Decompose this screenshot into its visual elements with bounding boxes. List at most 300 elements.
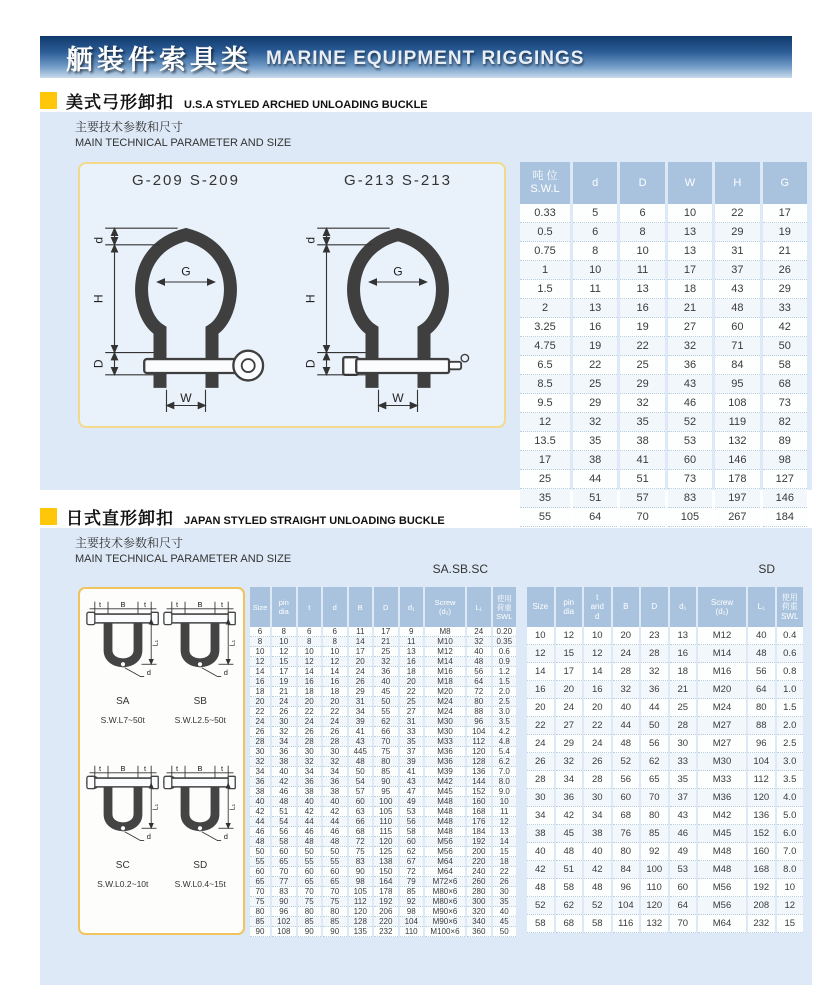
- table-cell: 13: [493, 827, 517, 837]
- table-cell: 192: [374, 897, 398, 907]
- dim-label-t: t: [176, 764, 179, 773]
- dim-label-d: d: [91, 236, 106, 244]
- section1-title-en: U.S.A STYLED ARCHED UNLOADING BUCKLE: [184, 99, 428, 111]
- table-cell: 32: [374, 657, 398, 667]
- table-cell: 32: [668, 337, 712, 356]
- banner-title-en: MARINE EQUIPMENT RIGGINGS: [266, 48, 585, 69]
- u-shackle-figure-sd: [162, 763, 240, 927]
- table-cell: M42: [698, 807, 746, 825]
- table-row: [250, 737, 516, 747]
- table-cell: 28: [613, 663, 640, 681]
- table-cell: 65: [250, 877, 270, 887]
- column-header: pin dia: [556, 587, 583, 627]
- table-cell: 1: [520, 261, 570, 280]
- table-cell: 136: [467, 767, 491, 777]
- table-cell: 3.25: [520, 318, 570, 337]
- table-row: [250, 867, 516, 877]
- table-cell: 53: [400, 807, 424, 817]
- dim-label-B: B: [120, 764, 126, 773]
- table-cell: 55: [298, 857, 322, 867]
- table-cell: 13: [668, 223, 712, 242]
- table-cell: 60: [250, 867, 270, 877]
- table-cell: 70: [374, 737, 398, 747]
- table-cell: 29: [573, 394, 617, 413]
- table-cell: 35: [573, 432, 617, 451]
- table-cell: 19: [620, 318, 664, 337]
- dim-label-L1: L₁: [227, 803, 237, 811]
- column-header: d₁: [400, 587, 424, 627]
- table-cell: 27: [556, 717, 583, 735]
- table-cell: 3.0: [493, 707, 517, 717]
- table-cell: 2: [520, 299, 570, 318]
- table-cell: 90: [272, 897, 296, 907]
- table-cell: 41: [400, 767, 424, 777]
- table-cell: 15: [272, 657, 296, 667]
- table-cell: 24: [250, 717, 270, 727]
- table-row: [520, 280, 807, 299]
- section2-title-en: JAPAN STYLED STRAIGHT UNLOADING BUCKLE: [184, 515, 445, 527]
- column-header: Screw (d₂): [698, 587, 746, 627]
- table-cell: 6: [323, 627, 347, 637]
- table-cell: 125: [374, 847, 398, 857]
- table-row: [250, 907, 516, 917]
- table-row: [527, 771, 803, 789]
- table-cell: 127: [763, 470, 807, 489]
- table-cell: 28: [323, 737, 347, 747]
- table-cell: 3.0: [777, 753, 804, 771]
- table-cell: 26: [493, 877, 517, 887]
- bow-shackle-diagram-box: [78, 162, 506, 428]
- table-cell: 80: [613, 843, 640, 861]
- table-cell: 75: [374, 747, 398, 757]
- table-cell: 41: [349, 727, 373, 737]
- column-header: D: [374, 587, 398, 627]
- table-row: [250, 797, 516, 807]
- table-cell: 34: [527, 807, 554, 825]
- table-cell: 320: [467, 907, 491, 917]
- table-cell: 192: [467, 837, 491, 847]
- table-cell: 85: [250, 917, 270, 927]
- table-cell: 280: [467, 887, 491, 897]
- section2-heading: [40, 504, 445, 529]
- table-cell: 83: [349, 857, 373, 867]
- table-cell: 63: [349, 807, 373, 817]
- table-cell: 12: [298, 657, 322, 667]
- table-cell: 2.0: [493, 687, 517, 697]
- table-cell: 18: [400, 667, 424, 677]
- figure-swl-range: S.W.L0.4~15t: [174, 879, 226, 889]
- table-cell: 48: [467, 657, 491, 667]
- table-cell: M64: [425, 867, 465, 877]
- table-cell: 21: [668, 299, 712, 318]
- table-cell: 110: [400, 927, 424, 937]
- table-cell: 104: [467, 727, 491, 737]
- table-cell: 70: [670, 915, 697, 933]
- table-cell: 48: [715, 299, 759, 318]
- table-cell: 13: [668, 242, 712, 261]
- table-cell: 60: [272, 847, 296, 857]
- table-cell: 96: [272, 907, 296, 917]
- table-cell: 76: [613, 825, 640, 843]
- table-cell: 83: [272, 887, 296, 897]
- column-header: W: [668, 162, 712, 204]
- column-header: Size: [250, 587, 270, 627]
- table-cell: 80: [641, 807, 668, 825]
- table-cell: 55: [323, 857, 347, 867]
- table-cell: 18: [668, 280, 712, 299]
- table-cell: 108: [272, 927, 296, 937]
- table-cell: 18: [493, 857, 517, 867]
- yellow-square-icon: [40, 92, 57, 109]
- table-cell: 12: [520, 413, 570, 432]
- table-cell: 36: [374, 667, 398, 677]
- table-cell: 68: [556, 915, 583, 933]
- table-cell: 96: [467, 717, 491, 727]
- table-row: [250, 747, 516, 757]
- dim-label-B: B: [197, 764, 203, 773]
- table-cell: 32: [556, 753, 583, 771]
- table-cell: 32: [272, 727, 296, 737]
- table-cell: 14: [298, 667, 322, 677]
- table-cell: 80: [298, 907, 322, 917]
- table-cell: 22: [298, 707, 322, 717]
- table-cell: 40: [613, 699, 640, 717]
- table-cell: 43: [668, 375, 712, 394]
- table-row: [250, 847, 516, 857]
- u-shackle-drawing: [86, 599, 160, 694]
- table-cell: 108: [715, 394, 759, 413]
- japan-shackle-sasbsc-table: [248, 587, 518, 937]
- table-cell: 60: [670, 879, 697, 897]
- table-cell: 84: [613, 861, 640, 879]
- bow-shackle-figure-right: [300, 172, 496, 426]
- table-cell: M14: [698, 645, 746, 663]
- u-shackle-svg: [86, 763, 160, 853]
- table-cell: 32: [467, 637, 491, 647]
- table-cell: 60: [400, 837, 424, 847]
- table-cell: 21: [670, 681, 697, 699]
- table-cell: 44: [641, 699, 668, 717]
- table-cell: 26: [250, 727, 270, 737]
- table-cell: 1.5: [777, 699, 804, 717]
- table-cell: 22: [250, 707, 270, 717]
- table-cell: 10: [272, 637, 296, 647]
- table-cell: 44: [613, 717, 640, 735]
- table-cell: 64: [748, 681, 775, 699]
- table-cell: 41: [620, 451, 664, 470]
- table-cell: 200: [467, 847, 491, 857]
- table-cell: 52: [613, 753, 640, 771]
- column-header: B: [613, 587, 640, 627]
- table-cell: 68: [349, 827, 373, 837]
- table-cell: 6: [250, 627, 270, 637]
- table-cell: 89: [763, 432, 807, 451]
- table-cell: 24: [323, 717, 347, 727]
- table-cell: 46: [250, 827, 270, 837]
- table-cell: 40: [323, 797, 347, 807]
- dim-label-G: G: [181, 264, 191, 279]
- table-cell: 30: [670, 735, 697, 753]
- table-cell: M45: [698, 825, 746, 843]
- table-row: [527, 861, 803, 879]
- table-cell: 128: [467, 757, 491, 767]
- table-cell: 80: [467, 697, 491, 707]
- table-cell: 58: [763, 356, 807, 375]
- table-cell: 53: [668, 432, 712, 451]
- table-cell: 48: [272, 797, 296, 807]
- table-row: [527, 663, 803, 681]
- table-cell: 192: [748, 879, 775, 897]
- table-cell: M36: [425, 747, 465, 757]
- table-cell: M24: [425, 707, 465, 717]
- table-cell: 25: [573, 375, 617, 394]
- table-cell: 232: [374, 927, 398, 937]
- table-cell: 20: [400, 677, 424, 687]
- table-cell: 79: [400, 877, 424, 887]
- column-header: H: [715, 162, 759, 204]
- table-cell: M48: [425, 827, 465, 837]
- table-cell: 11: [400, 637, 424, 647]
- table-row: [250, 677, 516, 687]
- table-cell: 96: [613, 879, 640, 897]
- table-cell: 6: [573, 223, 617, 242]
- table-cell: 33: [670, 753, 697, 771]
- figure-swl-range: S.W.L0.2~10t: [97, 879, 149, 889]
- table-cell: M24: [425, 697, 465, 707]
- table-cell: 45: [556, 825, 583, 843]
- table-cell: 55: [250, 857, 270, 867]
- table-cell: M90×6: [425, 917, 465, 927]
- table-cell: 73: [668, 470, 712, 489]
- table-cell: M20: [698, 681, 746, 699]
- table-cell: 25: [670, 699, 697, 717]
- table-cell: 3.5: [493, 717, 517, 727]
- dim-label-B: B: [120, 600, 126, 609]
- table-row: [520, 223, 807, 242]
- column-header: L₁: [467, 587, 491, 627]
- table-cell: 2.5: [493, 697, 517, 707]
- table-cell: 0.5: [520, 223, 570, 242]
- table-cell: M24: [698, 699, 746, 717]
- table-cell: 28: [527, 771, 554, 789]
- table-cell: 10: [298, 647, 322, 657]
- table-cell: 70: [323, 887, 347, 897]
- column-header: d₁: [670, 587, 697, 627]
- japan-shackle-sd-table: [525, 587, 805, 933]
- table-cell: M33: [425, 737, 465, 747]
- table-cell: 65: [272, 857, 296, 867]
- table-cell: 48: [613, 735, 640, 753]
- table-cell: 16: [323, 677, 347, 687]
- column-header: D: [620, 162, 664, 204]
- param-note-zh: 主要技术参数和尺寸: [75, 120, 184, 134]
- table-cell: 55: [374, 707, 398, 717]
- table-cell: 29: [349, 687, 373, 697]
- table-cell: 136: [748, 807, 775, 825]
- table-cell: 96: [748, 735, 775, 753]
- table-row: [250, 667, 516, 677]
- table-cell: 17: [763, 204, 807, 223]
- table-cell: 54: [349, 777, 373, 787]
- table-cell: 40: [374, 677, 398, 687]
- table-cell: 12: [584, 645, 611, 663]
- column-header: d: [323, 587, 347, 627]
- table-cell: 40: [250, 797, 270, 807]
- table-cell: 48: [349, 757, 373, 767]
- table-cell: M42: [425, 777, 465, 787]
- table-cell: 70: [272, 867, 296, 877]
- column-header: t and d: [584, 587, 611, 627]
- table-cell: 232: [748, 915, 775, 933]
- table-cell: 120: [467, 747, 491, 757]
- table-row: [250, 717, 516, 727]
- table-cell: 164: [374, 877, 398, 887]
- column-header: Screw (d₂): [425, 587, 465, 627]
- table-cell: 38: [573, 451, 617, 470]
- table-cell: M48: [425, 807, 465, 817]
- table-cell: 42: [250, 807, 270, 817]
- table-cell: 32: [323, 757, 347, 767]
- table-cell: 58: [527, 915, 554, 933]
- table-cell: 105: [349, 887, 373, 897]
- table-cell: 19: [573, 337, 617, 356]
- table-cell: 72: [349, 837, 373, 847]
- table-cell: 146: [763, 489, 807, 508]
- table-header-row: [250, 587, 516, 627]
- column-header: d: [573, 162, 617, 204]
- table-cell: 110: [374, 817, 398, 827]
- table-cell: 19: [763, 223, 807, 242]
- table-cell: 1.2: [493, 667, 517, 677]
- table-cell: 17: [374, 627, 398, 637]
- table-cell: 95: [715, 375, 759, 394]
- table-cell: 25: [520, 470, 570, 489]
- table-cell: 46: [670, 825, 697, 843]
- table-cell: 75: [250, 897, 270, 907]
- table-cell: 6: [298, 627, 322, 637]
- table-cell: 260: [467, 877, 491, 887]
- table-row: [527, 681, 803, 699]
- column-header: G: [763, 162, 807, 204]
- table-cell: 18: [298, 687, 322, 697]
- table-row: [250, 787, 516, 797]
- table-cell: 5.0: [777, 807, 804, 825]
- table-cell: 40: [584, 843, 611, 861]
- table-cell: 68: [613, 807, 640, 825]
- table-cell: 24: [584, 735, 611, 753]
- table-cell: 9.5: [520, 394, 570, 413]
- table-cell: 32: [298, 757, 322, 767]
- table-cell: 112: [748, 771, 775, 789]
- table-cell: 0.33: [520, 204, 570, 223]
- u-shackle-figure-sc: [84, 763, 162, 927]
- table-cell: 51: [620, 470, 664, 489]
- table-cell: 39: [400, 757, 424, 767]
- u-shackle-svg: [163, 763, 237, 853]
- table-cell: 26: [349, 677, 373, 687]
- table-cell: 4.75: [520, 337, 570, 356]
- table-cell: 32: [250, 757, 270, 767]
- table-header-row: [527, 587, 803, 627]
- page-banner: [40, 36, 792, 78]
- table-cell: 24: [613, 645, 640, 663]
- table-cell: 7.0: [493, 767, 517, 777]
- table-cell: 28: [584, 771, 611, 789]
- table-cell: 220: [374, 917, 398, 927]
- table-cell: 21: [374, 637, 398, 647]
- table-row: [250, 827, 516, 837]
- table-cell: 50: [374, 697, 398, 707]
- table-cell: 34: [349, 707, 373, 717]
- table-cell: 60: [668, 451, 712, 470]
- table-cell: 112: [467, 737, 491, 747]
- table-cell: 22: [527, 717, 554, 735]
- table-cell: 12: [527, 645, 554, 663]
- table-cell: 27: [668, 318, 712, 337]
- table-cell: 168: [467, 807, 491, 817]
- table-cell: 1.5: [493, 677, 517, 687]
- table-row: [527, 735, 803, 753]
- usa-shackle-size-table: [517, 162, 810, 527]
- table-cell: 34: [298, 767, 322, 777]
- table-cell: 4.0: [777, 789, 804, 807]
- table-cell: 0.8: [777, 663, 804, 681]
- dim-label-d: d: [146, 831, 151, 841]
- model-label: G-209 S-209: [132, 172, 240, 189]
- column-header: 使用 荷重 SWL: [777, 587, 804, 627]
- table-cell: 8.0: [493, 777, 517, 787]
- table-cell: 2.0: [777, 717, 804, 735]
- table-cell: 178: [374, 887, 398, 897]
- bow-shackle-figure-left: [88, 172, 284, 426]
- table-cell: 60: [715, 318, 759, 337]
- u-shackle-drawing: [163, 599, 237, 694]
- table-cell: M56: [698, 879, 746, 897]
- table-cell: 300: [467, 897, 491, 907]
- table-row: [250, 777, 516, 787]
- table-cell: M48: [425, 797, 465, 807]
- table-cell: 22: [573, 356, 617, 375]
- table-cell: 0.20: [493, 627, 517, 637]
- table-cell: 102: [272, 917, 296, 927]
- table-cell: M45: [425, 787, 465, 797]
- table-cell: M48: [698, 861, 746, 879]
- table-cell: M8: [425, 627, 465, 637]
- table-cell: 43: [400, 777, 424, 787]
- table-cell: 17: [272, 667, 296, 677]
- param-note-en: MAIN TECHNICAL PARAMETER AND SIZE: [75, 137, 292, 149]
- table-row: [520, 299, 807, 318]
- table-cell: 22: [400, 687, 424, 697]
- table-cell: 176: [467, 817, 491, 827]
- table-cell: 16: [670, 645, 697, 663]
- table-row: [250, 927, 516, 937]
- column-header: L₁: [748, 587, 775, 627]
- dim-label-t: t: [221, 764, 224, 773]
- table-cell: 31: [349, 697, 373, 707]
- table-cell: 60: [323, 867, 347, 877]
- table-cell: 43: [715, 280, 759, 299]
- table-cell: 22: [620, 337, 664, 356]
- table-cell: 220: [467, 857, 491, 867]
- table-cell: 13: [620, 280, 664, 299]
- table-cell: 12: [323, 657, 347, 667]
- table-cell: 44: [573, 470, 617, 489]
- table-cell: 35: [493, 897, 517, 907]
- table-cell: 70: [620, 508, 664, 527]
- table-cell: 12: [556, 627, 583, 645]
- table-cell: 14: [323, 667, 347, 677]
